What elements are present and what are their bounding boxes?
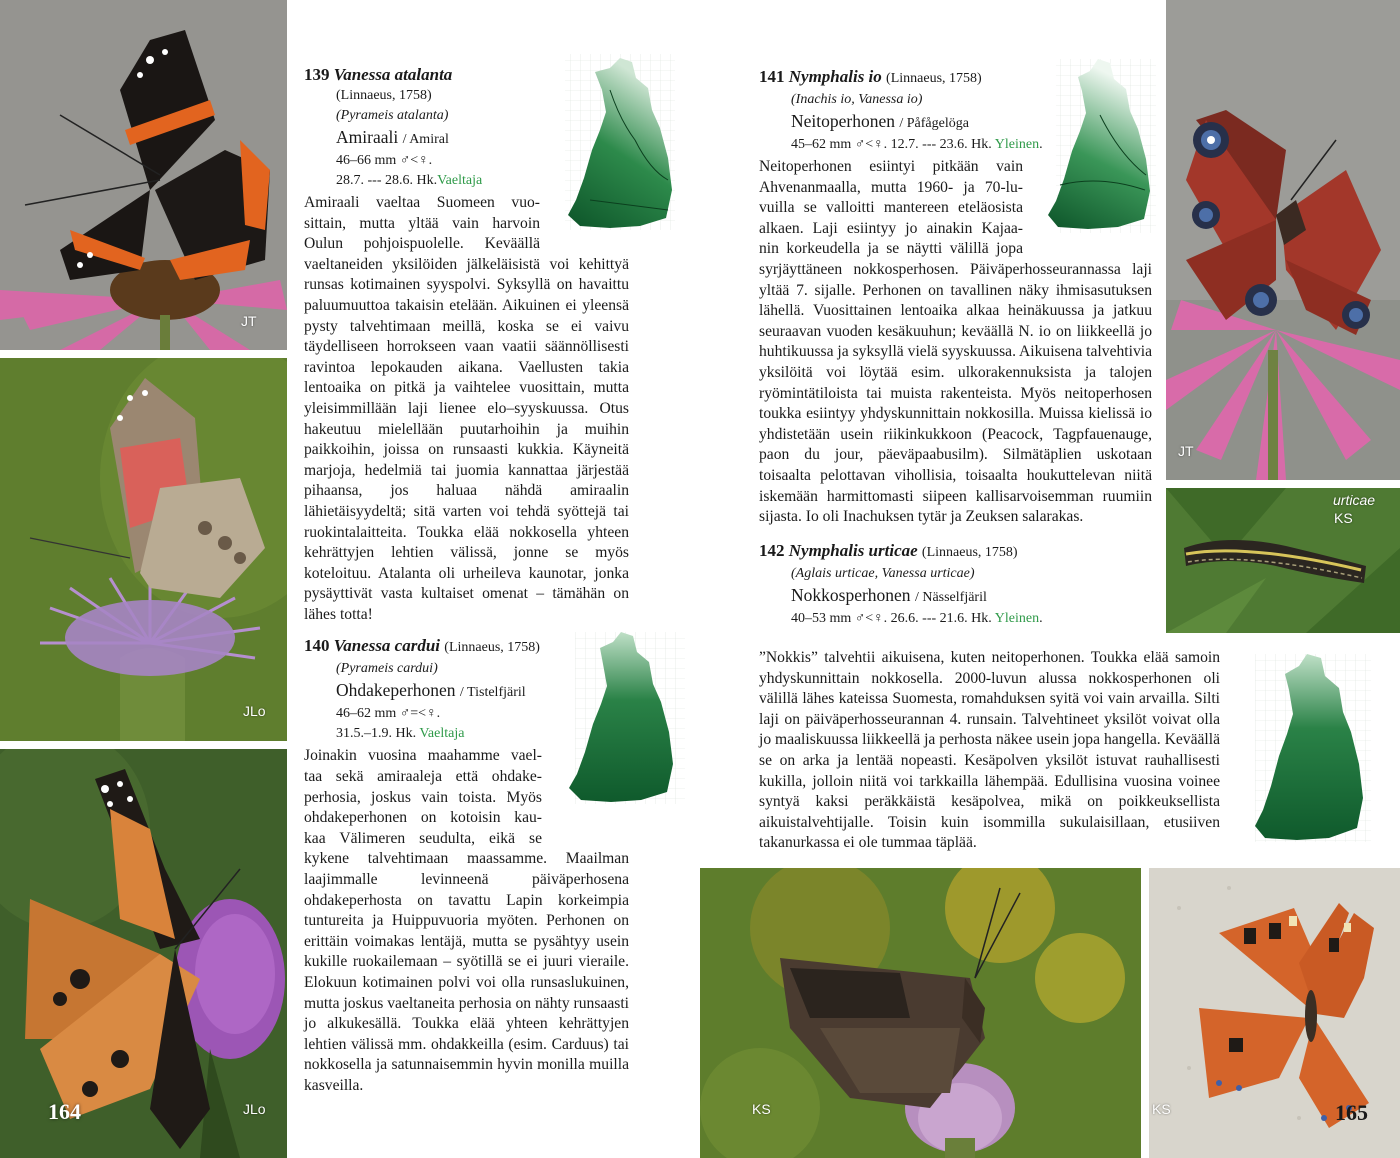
status-label: Yleinen (994, 610, 1040, 626)
flight-dates: 31.5.–1.9. Hk. (336, 726, 417, 742)
body-text-line: nin korkeudella ja se näytti välillä jopa (759, 240, 1023, 258)
swedish-name: / Nässelfjäril (914, 589, 987, 605)
body-text-line: alkaen. Laji esiintyy jo ainakin Kajaa- (759, 219, 1023, 237)
species-synonym: (Pyrameis atalanta) (336, 108, 449, 123)
species-scientific-name: Vanessa cardui (333, 636, 441, 656)
body-text-line: Amiraali vaeltaa Suomeen vuo- (304, 194, 540, 211)
species-number: 142 (759, 540, 785, 560)
body-text-line: kaa Välimeren seudulta, eikä se (304, 829, 542, 847)
body-text: syrjäyttäneen nokkosperhosen. Päiväperhosseurannassa laji yltää 7. sijalle. Perhonen on tavallinen näky ihmisasutuksen lähellä. Vuosittainen lentoaika alkaa heinäkuussa ja jatkuu seuraavan vuoden kesäkuuhun; keväällä N. io on liikkeellä jo huhtikuussa ja syksyllä vielä syyskuussa. Aikuisena talvehtivia yksilöitä voi löytää esim. ulkorakennuksista ja talojen ryömintätiloista tai muista rakenteista. Myös neitoperhosen toukka esiintyy yhdyskunnittain nokkosilla. Muissa kielissä io yhdistetään usein riikinkukkoon (Peacock, Tagpfauenauge, paon du jour, päeväpaabusilm). Silmätäplien uskotaan toisaalta pelottavan vihollisia, toisaalta houkuttelevan niitä iskemään harmittomasti siipeen kallisarvoisemman ruumiin sijasta. Io oli Inachuksen tytär ja Zeuksen salarakas. (759, 260, 1152, 526)
photo-credit: KS (1152, 1101, 1171, 1117)
wingspan: 46–62 mm ♂=<♀. (336, 706, 441, 722)
body-text-line: taa sekä amiraaleja että ohdake- (304, 768, 542, 786)
body-text: kykene talvehtimaan maassamme. Maailman laajimmalle levinneenä päiväperhosena ohdakeperhosta on tavattu Lapin korkeimpia tuntureita ja Huippuvuoria myöten. Perhonen on erittäin voimakas lentäjä, mutta se pysähtyy usein kukille ruokailemaan – syötillä se ei juuri vieraile. Elokuun kotimainen polvi voi olla runsaslukuinen, mutta joskus vaeltaneita perhosia on nähty runsaasti jo alkukesällä. Toukka elää yhteen kehrättyjen lehtien välissä mm. ohdakkeilla (esim. Carduus) tai nokkosella ja satunnaisemmin hyvin monilla muilla kasveilla. (304, 850, 629, 1094)
left-text-column (304, 64, 629, 1097)
species-scientific-name: Vanessa atalanta (333, 65, 453, 84)
species-141-entry: 141 Nymphalis io (Linnaeus, 1758) (Inachis io, Vanessa io) Neitoperhonen / Påfågelöga 45–62 mm ♂<♀. 12.7. --- 23.6. Hk. Yleinen. Neitoperhonen esiintyi pitkään vain Ahvenanmaalla, mutta 1960- ja 70-lu- vuilla se valloitti mantereen eteläosista alkaen. Laji esiintyy jo ainakin Kajaa- nin korkeudella ja se näytti välillä jopa syrjäyttäneen nokkosperhosen. Päiväperhosseurannassa laji yltää 7. sijalle. Perhonen on tavallinen näky ihmisasutuksen lähellä. Vuosittainen lentoaika alkaa heinäkuussa ja jatkuu seuraavan vuoden kesäkuuhun; keväällä N. io on liikkeellä jo huhtikuussa ja syksyllä vielä syyskuussa. Aikuisena talvehtivia yksilöitä voi löytää esim. ulkorakennuksista ja talojen ryömintätiloista tai muista rakenteista. Myös neitoperhosen toukka esiintyy yhdyskunnittain nokkosilla. Muissa kielissä io yhdistetään usein riikinkukkoon (Peacock, Tagpfauenauge, paon du jour, päeväpaabusilm). Silmätäplien uskotaan toisaalta pelottavan vihollisia, toisaalta houkuttelevan niitä iskemään harmittomasti siipeen kallisarvoisemman ruumiin sijasta. Io oli Inachuksen tytär ja Zeuksen salarakas. (759, 66, 1152, 528)
distribution-map-142 (1245, 650, 1375, 845)
urticae-caterpillar-photo (1166, 488, 1400, 633)
finnish-name: Nokkosperhonen (791, 584, 911, 605)
vanessa-atalanta-photo (0, 0, 287, 350)
body-text-line: Oulun pohjoispuolelle. Keväällä (304, 235, 540, 253)
status-label: Vaeltaja (419, 726, 465, 742)
photo-credit: JLo (243, 703, 266, 719)
species-synonym: (Pyrameis cardui) (336, 661, 438, 677)
caterpillar-label: urticae (1333, 492, 1376, 508)
photo-credit: JT (241, 313, 257, 329)
flight-dates: 28.7. --- 28.6. Hk. (336, 173, 438, 188)
species-scientific-name: Nymphalis io (788, 67, 882, 86)
species-scientific-name: Nymphalis urticae (788, 540, 918, 560)
photo-credit: JT (1178, 443, 1194, 459)
page-number: 164 (48, 1099, 81, 1124)
swedish-name: / Tistelfjäril (459, 685, 526, 701)
body-text-line: vuilla se valloitti mantereen eteläosista (759, 199, 1023, 217)
species-author: (Linnaeus, 1758) (886, 71, 982, 86)
species-number: 140 (304, 636, 330, 656)
body-text-line: sittain, mutta yltää vain harvoin (304, 214, 540, 232)
body-text-line: Joinakin vuosina maahamme vael- (304, 747, 542, 765)
nymphalis-urticae-upperside-photo (1149, 868, 1400, 1158)
finnish-name: Amiraali (336, 127, 399, 147)
vanessa-cardui-underside-photo (0, 358, 287, 741)
body-text-line: Ahvenanmaalla, mutta 1960- ja 70-lu- (759, 178, 1023, 196)
species-142-header: 142 Nymphalis urticae (Linnaeus, 1758) (Aglais urticae, Vanessa urticae) Nokkosperhonen / Nässelfjäril 40–53 mm ♂<♀. 26.6. --- 21.6. Hk. Yleinen. (759, 540, 1152, 629)
vanessa-cardui-upperside-photo (0, 749, 287, 1158)
species-number: 139 (304, 65, 330, 84)
wingspan: 46–66 mm ♂<♀. (336, 153, 433, 168)
photo-credit: KS (752, 1101, 771, 1117)
species-synonym: (Inachis io, Vanessa io) (791, 92, 923, 107)
body-text: ”Nokkis” talvehtii aikuisena, kuten neitoperhonen. Toukka elää samoin yhdyskunnittain nokkosella. 2000-luvun alussa nokkosperhonen oli välillä lähes kateissa Suomesta, romahduksen syitä voi vain arvailla. Silti laji on päiväperhosseurannan 4. runsain. Talvehtineet yksilöt voivat olla jo maaliskuussa liikkeellä ja perhosta näkee usein jopa hangella. Keväällä se on arka ja lentää nopeasti. Kesäpolven yksilöt istuvat rauhallisesti kukilla, jolloin niitä voi tarkkailla lähempää. Edullisina vuosina voinee syntyä kaksi peräkkäistä kesäpolvea, mikä on poikkeuksellista aikuistalvehtijalle. Toisin kuin isommilla sukulaisillaan, etusiiven takanurkassa ei ole tummaa täplää. (759, 649, 1220, 852)
body-text-line: Neitoperhonen esiintyi pitkään vain (759, 158, 1023, 175)
swedish-name: / Amiral (402, 132, 449, 147)
species-author: (Linnaeus, 1758) (444, 640, 540, 656)
species-synonym: (Aglais urticae, Vanessa urticae) (791, 565, 975, 581)
page-number: 165 (1335, 1100, 1368, 1125)
nymphalis-io-photo (1166, 0, 1400, 480)
status-label: Vaeltaja (437, 173, 483, 188)
body-text: vaeltaneiden yksilöiden jälkeläisistä voi kehittyä runsas kotimainen syyspolvi. Syksyllä on havaittu paluumuuttoa takaisin etelään. Aikuinen ei yleensä pysty talvehtimaan meillä, koska se ei vaivu täydelliseen horrokseen vaan vaatii säännöllisesti ravintoa lepokauden aikana. Vaellusten takia lentoaika on pitkä ja vaihtelee vuosittain, mutta yleisimmillään laji lienee elo–syyskuussa. Otus hakeutuu mielellään puutarhoihin ja muihin paikkoihin, joissa on runsaasti kukkia. Käyneitä marjoja, hedelmiä tai juomia kannattaa järjestää pihaansa, jos haluaa nähdä amiraalin lähietäisyydeltä; sitä varten voi tehdä syöttejä tai ruokintalaitteita. Toukka elää nokkosella yhteen kehrättyjen lehtien välissä, jonne se myös koteloituu. Atalanta oli urheileva kaunotar, jonka pysäyttivät vasta kultaiset omenat – tämähän on lähes totta! (304, 255, 629, 623)
swedish-name: / Påfågelöga (899, 116, 969, 131)
body-text-line: ohdakeperhonen on kotoisin kau- (304, 809, 542, 827)
species-139-entry (304, 64, 629, 625)
species-author: (Linnaeus, 1758) (336, 88, 432, 103)
right-text-column-upper (759, 66, 1152, 629)
nymphalis-urticae-underside-photo (700, 868, 1141, 1158)
species-140-entry (304, 635, 629, 1096)
species-author: (Linnaeus, 1758) (921, 544, 1018, 560)
finnish-name: Neitoperhonen (791, 111, 895, 131)
finnish-name: Ohdakeperhonen (336, 680, 456, 701)
photo-credit: JLo (243, 1101, 266, 1117)
wingspan-and-dates: 40–53 mm ♂<♀. 26.6. --- 21.6. Hk. (791, 610, 992, 626)
status-label: Yleinen (994, 137, 1040, 152)
photo-credit: KS (1334, 510, 1353, 526)
wingspan-and-dates: 45–62 mm ♂<♀. 12.7. --- 23.6. Hk. (791, 137, 992, 152)
species-number: 141 (759, 67, 785, 86)
body-text-line: perhosia, joskus vain toista. Myös (304, 788, 542, 806)
species-142-body (759, 648, 1220, 854)
